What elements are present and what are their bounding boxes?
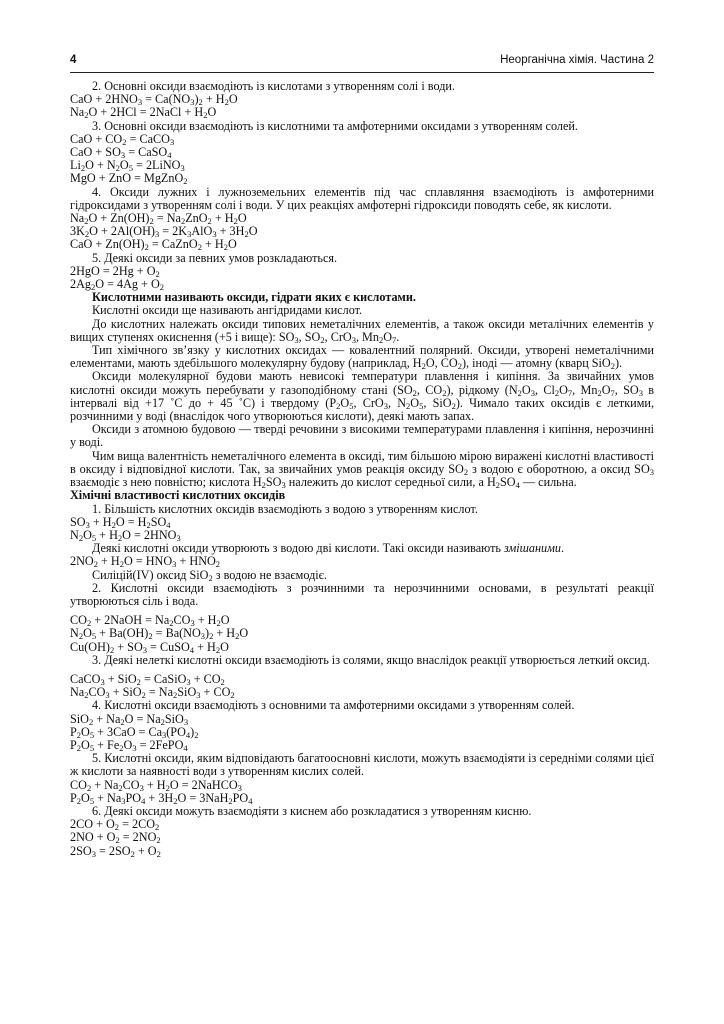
running-title: Неорганічна хімія. Частина 2 [500, 54, 654, 66]
equation: $2SO_3 = 2SO_2 + O_2$ [70, 843, 161, 859]
page-number: 4 [70, 54, 77, 66]
paragraph: 3. Деякі нелеткі кислотні оксиди взаємодіють із солями, якщо внаслідок реакції утворюється леткий оксид. [92, 652, 650, 667]
paragraph: Деякі кислотні оксиди утворюють з водою дві кислоти. Такі оксиди називають змішаними. [92, 541, 565, 556]
equation: $2CO + O_2 = 2CO_2$ [70, 817, 160, 833]
paragraph: 2. Основні оксиди взаємодіють із кислотами з утворенням солі і води. [92, 79, 455, 93]
equation: MgO + ZnO = MgZnO$_2$ [70, 171, 188, 187]
equation: $N_2O_5 + Ba(OH)_2 = Ba(NO_3)_2 + H_2O$ [70, 626, 249, 642]
equation: $Li_2O + N_2O_5$ = 2LiNO$_3$ [70, 158, 185, 174]
equation: $N_2O_5 + H_2O = 2HNO_3$ [70, 527, 181, 543]
paragraph: Тип хімічного зв’язку у кислотних оксидах — ковалентний полярний. Оксиди, утворені неметалічними елементами, мають здебільшого молекулярну будову (наприклад, $H_2O$, $CO_2$), іноді — атомну (кварц SiO$_2$). [70, 343, 654, 372]
section-heading: Хімічні властивості кислотних оксидів [70, 488, 286, 503]
header-rule [70, 72, 654, 73]
equation: CaCO$_3$ + SiO$_2$ = CaSiO$_3$ + $CO_2$ [70, 671, 225, 687]
equation: CaO + $2HNO_3 = Ca(NO_3)_2 + H_2O$ [70, 92, 238, 108]
paragraph: 1. Більшість кислотних оксидів взаємодіють з водою з утворенням кислот. [92, 501, 478, 516]
equation: $SO_3 + H_2O = H_2SO_4$ [70, 514, 171, 530]
paragraph: 5. Кислотні оксиди, яким відповідають багатоосновні кислоти, можуть взаємодіяти із середніми солями цієї ж кислоти за наявності води з утворенням кислих солей. [70, 751, 654, 779]
equation: CaO + $Zn(OH)_2$ = CaZnO$_2$ + $H_2O$ [70, 237, 237, 253]
paragraph: Силіцій(IV) оксид SiO$_2$ з водою не взаємодіє. [92, 567, 327, 583]
equation: $P_2O_5 + 3CaO = Ca_3(PO_4)_2$ [70, 724, 199, 740]
equation: $2Ag_2O = 4Ag + O_2$ [70, 277, 165, 293]
paragraph: 3. Основні оксиди взаємодіють із кислотними та амфотерними оксидами з утворенням солей. [92, 118, 578, 133]
paragraph: Оксиди молекулярної будови мають невисокі температури плавлення і кипіння. За звичайних умов кислотні оксиди можуть перебувати у газоподібному стані ($SO_2$, $CO_2$), рідкому ($N_2O_3$, $Cl_2O_7$, $Mn_2O_7$, $SO_3$ в інтервалі від +17 ˚С до + 45 ˚С) і твердому ($P_2O_5$, CrO$_3$, $N_2O_5$, SiO$_2$). Чимало таких оксидів є леткими, розчинними у воді (внаслідок чого утворюються кислоти), деякі мають запах. [70, 369, 654, 424]
equation: CaO + $SO_3$ = CaSO$_4$ [70, 145, 172, 161]
equation: $2HgO = 2Hg + O_2$ [70, 263, 160, 279]
paragraph: Кислотні оксиди ще називають ангідридами кислот. [92, 303, 363, 318]
equation: $P_2O_5 + Fe_2O_3$ = 2FePO$_4$ [70, 737, 188, 753]
equation: $3K_2O + 2Al(OH)_3 = 2K_3AlO_3 + 3H_2O$ [70, 224, 258, 240]
paragraph: 6. Деякі оксиди можуть взаємодіяти з киснем або розкладатися з утворенням кисню. [92, 803, 532, 818]
equation: $CO_2 + Na_2CO_3 + H_2O$ = 2NaHCO$_3$ [70, 777, 242, 793]
equation: $P_2O_5 + Na_3PO_4 + 3H_2O = 3NaH_2PO_4$ [70, 790, 253, 806]
equation: $Na_2O + Zn(OH)_2 = Na_2ZnO_2 + H_2O$ [70, 211, 247, 227]
equation: $SiO_2 + Na_2O = Na_2SiO_3$ [70, 711, 189, 727]
equation: $Na_2O + 2HCl$ = 2NaCl + $H_2O$ [70, 105, 217, 121]
definition-line: Кислотними називають оксиди, гідрати яких є кислотами. [92, 290, 416, 305]
page-header [70, 54, 654, 70]
page-body [70, 80, 654, 858]
paragraph: 2. Кислотні оксиди взаємодіють з розчинними та нерозчинними основами, в результаті реакції утворюються сіль і вода. [70, 580, 654, 608]
paragraph: 5. Деякі оксиди за певних умов розкладаються. [92, 250, 338, 265]
equation: $Na_2CO_3 + SiO_2 = Na_2SiO_3 + CO_2$ [70, 685, 235, 701]
equation: $Cu(OH)_2 + SO_3$ = CuSO$_4$ + $H_2O$ [70, 639, 229, 655]
paragraph: Чим вища валентність неметалічного елемента в оксиді, тим більшою мірою виражені кислотні властивості в оксиду і відповідної кислоти. Так, за звичайних умов реакція оксиду $SO_2$ з водою є оборотною, а оксид $SO_3$ взаємодіє з нею повністю; кислота $H_2SO_3$ належить до кислот середньої сили, а $H_2SO_4$ — сильна. [70, 448, 655, 491]
equation: $2NO_2 + H_2O = HNO_3 + HNO_2$ [70, 554, 221, 570]
equation: CaO + $CO_2$ = CaCO$_3$ [70, 131, 175, 147]
equation: $CO_2$ + 2NaOH = $Na_2CO_3 + H_2O$ [70, 613, 230, 629]
paragraph: 4. Оксиди лужних і лужноземельних елементів під час сплавляння взаємодіють із амфотерними гідроксидами з утворенням солі і води. У цих реакціях амфотерні гідроксиди поводять себе, як кислоти. [70, 184, 654, 212]
paragraph: До кислотних належать оксиди типових неметалічних елементів, а також оксиди металічних елементів у вищих ступенях окиснення (+5 і вище): $SO_3$, $SO_2$, CrO$_3$, $Mn_2O_7$. [70, 316, 654, 345]
paragraph: 4. Кислотні оксиди взаємодіють з основними та амфотерними оксидами з утворенням солей. [92, 698, 575, 713]
equation: $2NO + O_2 = 2NO_2$ [70, 830, 161, 846]
paragraph: Оксиди з атомною будовою — тверді речовини з високими температурами плавлення і кипіння, нерозчинні у воді. [70, 422, 654, 450]
